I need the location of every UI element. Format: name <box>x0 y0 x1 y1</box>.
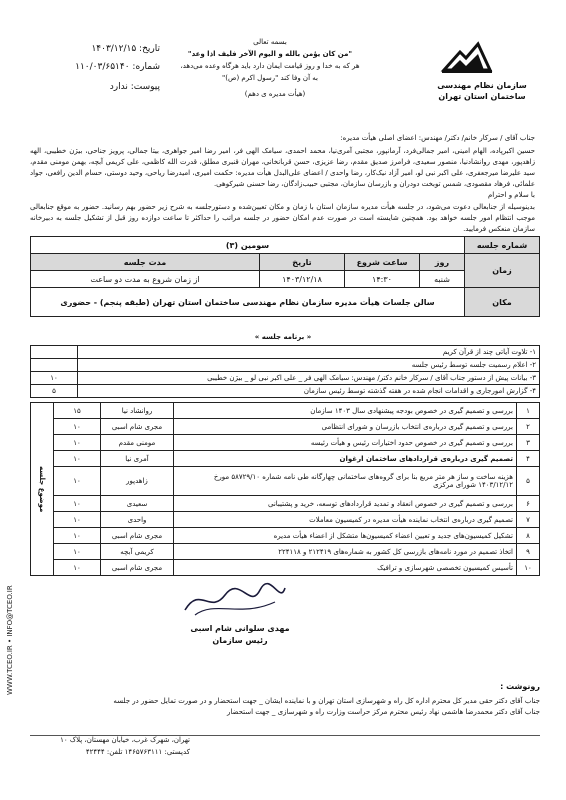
topic-number: ۶ <box>517 496 540 512</box>
topic-number: ۴ <box>517 451 540 467</box>
topics-table <box>30 402 540 576</box>
side-website-email: WWW.TCEO.IR • INFO@TCEO.IR <box>6 585 14 695</box>
topic-text: تأسیس کمیسیون تخصصی شهرسازی و ترافیک <box>174 560 517 576</box>
topic-number: ۸ <box>517 528 540 544</box>
signatory-name: مهدی سلوانی شام اسبی <box>190 624 290 633</box>
footer-address: تهران، شهرک غرب، خیابان مهستان، پلاک ۱۰ <box>60 736 190 744</box>
hadith-attribution: به آن وفا کند "رسول اکرم (ص)" <box>222 74 318 82</box>
topic-duration: ۱۰ <box>54 544 101 560</box>
topic-presenter: کریمی آبچه <box>101 544 174 560</box>
topic-number: ۱ <box>517 403 540 419</box>
topic-duration: ۱۰ <box>54 496 101 512</box>
topic-text: تشکیل کمیسیون‌های جدید و تعیین اعضاء کمیسیون‌ها متشکل از اعضاء هیأت مدیره <box>174 528 517 544</box>
topic-text: بررسی و تصمیم گیری در خصوص بودجه پیشنهادی سال ۱۴۰۳ سازمان <box>174 403 517 419</box>
session-info-table <box>30 236 540 317</box>
opening-duration: ۵ <box>31 385 78 398</box>
topic-presenter: روانشاد نیا <box>101 403 174 419</box>
footer-postal: کدپستی: ۱۴۶۵۷۶۳۱۱۱ تلفن: ۴۲۴۴۴ <box>85 748 190 756</box>
cc-title: رونوشت : <box>500 682 540 691</box>
topic-number: ۹ <box>517 544 540 560</box>
topic-row <box>31 528 540 544</box>
topic-text: بررسی و تصمیم گیری در خصوص حدود اختیارات رئیس و هیأت رئیسه <box>174 435 517 451</box>
topic-row <box>31 467 540 496</box>
duration-label: مدت جلسه <box>31 254 260 271</box>
topic-duration: ۱۰ <box>54 528 101 544</box>
day-label: روز <box>420 254 465 271</box>
hadith-quote: "من كان يؤمن بالله و اليوم الآخر فليف اذا وعد" <box>187 50 353 58</box>
topic-text: بررسی و تصمیم گیری درباره‌ی انتخاب بازرسان و شورای انتظامی <box>174 419 517 435</box>
members-list: حسین اکبرپاده، الهام امینی، امیر جمالی‌فرد، آرمانپور، مجتبی آمری‌نیا، محمد احمدی، سیامک الهی فر، امیر رضا امیر جواهری، بیتا جمالی، پرویز جناحی، بیژن خطیبی، الهه زاهدپور، مهدی روانشادنیا، منصور سعیدی، فرامرز صدیق مقدم، رضا عزیزی، حسن قربانخانی، مهران قنبری مطلق، قدرت الله کاظمی، علی کریمی آبچه، بهمن مومنی مقدم، سید علیرضا میرجعفری، علی اکبر نبی لو، امیر آزاد نیک‌کار، رضا واحدی / اعضای علی‌البدل هیأت مدیره: حکمت امیری، امیدرضا ریاحی، وحید دوستی، حسام الدین رافعی، جواد علمائی، فرهاد مقصودی، شمس توبخت دودران و بازرسان سازمان، مجتبی حبیب‌زادگان، رضا حسنی شیرکوهی. <box>30 147 535 188</box>
topic-number: ۱۰ <box>517 560 540 576</box>
topic-presenter: زاهدپور <box>101 467 174 496</box>
agenda-title: « برنامه جلسه » <box>254 333 312 341</box>
topic-row <box>31 512 540 528</box>
opening-duration <box>31 346 78 359</box>
topic-text: تصمیم گیری درباره‌ی قراردادهای ساختمان ارغوان <box>174 451 517 467</box>
letter-attachment: پیوست: ندارد <box>109 82 160 92</box>
topic-row <box>31 419 540 435</box>
invitation-paragraph: بدینوسیله از جنابعالی دعوت می‌شود، در جلسه هیأت مدیره سازمان استان با زمان و مکان تعیین‌شده و دستورجلسه به شرح زیر حضور بهم رسانید. حضور به موقع جنابعالی موجب انتظام امور جلسه خواهد بود. همچنین شایسته است در صورت عدم امکان حضور در جلسه مراتب را حداکثر تا ساعت دوازده روز قبل از تشکیل جلسه به دبیرخانه سازمان منعکس فرمایید. <box>30 203 535 233</box>
handwritten-signature <box>180 580 290 620</box>
date-value: ۱۴۰۳/۱۲/۱۸ <box>260 271 345 288</box>
opening-row <box>31 372 540 385</box>
opening-text: ۳- بیانات پیش از دستور جناب آقای / سرکار خانم دکتر/ مهندس: سیامک الهی فر _ علی اکبر نبی لو _ بیژن خطیبی <box>78 372 540 385</box>
greeting: با سلام و احترام <box>487 191 535 199</box>
session-number-label: شماره جلسه <box>465 237 540 254</box>
topic-duration: ۱۰ <box>54 419 101 435</box>
topic-number: ۳ <box>517 435 540 451</box>
topic-duration: ۱۰ <box>54 467 101 496</box>
topic-duration: ۱۰ <box>54 435 101 451</box>
topic-duration: ۱۵ <box>54 403 101 419</box>
topic-number: ۵ <box>517 467 540 496</box>
topic-row <box>31 496 540 512</box>
topic-presenter: مجری شام اسبی <box>101 560 174 576</box>
session-time-label: زمان <box>465 254 540 288</box>
topic-number: ۷ <box>517 512 540 528</box>
opening-duration <box>31 359 78 372</box>
topics-side-label: موضوع جلسه <box>31 403 54 576</box>
topic-presenter: مجری شام اسبی <box>101 419 174 435</box>
opening-row <box>31 359 540 372</box>
topic-row <box>31 403 540 419</box>
topic-text: هزینه ساخت و ساز هر متر مربع بنا برای گروه‌های ساختمانی چهارگانه طی نامه شماره ۵۸۷۲۹/۱۰ مورخ ۱۴۰۳/۱۲/۱۲ شورای مرکزی <box>174 467 517 496</box>
topic-row <box>31 544 540 560</box>
day-value: شنبه <box>420 271 465 288</box>
duration-value: از زمان شروع به مدت دو ساعت <box>31 271 260 288</box>
start-label: ساعت شروع <box>345 254 420 271</box>
organization-name: سازمان نظام مهندسی ساختمان استان تهران <box>437 81 527 101</box>
date-label: تاریخ <box>260 254 345 271</box>
organization-logo <box>436 30 496 78</box>
topic-duration: ۱۰ <box>54 451 101 467</box>
start-value: ۱۴:۳۰ <box>345 271 420 288</box>
topic-text: بررسی و تصمیم گیری در خصوص انعقاد و تمدید قراردادهای توسعه، خرید و پشتیبانی <box>174 496 517 512</box>
topic-number: ۲ <box>517 419 540 435</box>
topic-presenter: مجری شام اسبی <box>101 528 174 544</box>
signatory-role: رئیس سازمان <box>212 636 268 645</box>
opening-row <box>31 346 540 359</box>
topic-row <box>31 435 540 451</box>
hadith-translation: هر كه به خدا و روز قيامت ايمان دارد بايد هرگاه وعده می‌دهد، <box>180 62 360 70</box>
board-label: (هیأت مدیره ی دهم) <box>244 90 306 98</box>
opening-row <box>31 385 540 398</box>
topic-presenter: سعیدی <box>101 496 174 512</box>
cc-line: جناب آقای دکتر حقی مدیر کل محترم اداره کل راه و شهرسازی استان تهران و با نماینده ایشان _ جهت استحضار و در صورت تمایل حضور در جلسه <box>113 697 540 705</box>
topic-text: اتخاذ تصمیم در مورد نامه‌های بازرسی کل کشور به شماره‌های ۲۱۲۴۱۹ و ۲۲۴۱۱۸ <box>174 544 517 560</box>
topic-duration: ۱۰ <box>54 560 101 576</box>
topic-presenter: مومنی مقدم <box>101 435 174 451</box>
addressee-line: جناب آقای / سرکار خانم/ دکتر/ مهندس: اعضای اصلی هیأت مدیره: <box>340 134 535 142</box>
topic-row <box>31 451 540 467</box>
opening-text: ۴- گزارش امورجاری و اقدامات انجام شده در هفته گذشته توسط رئیس سازمان <box>78 385 540 398</box>
cc-line: جناب آقای دکتر محمدرضا هاشمی نهاد رئیس محترم مرکز حراست وزارت راه و شهرسازی _ جهت استحضار <box>227 708 540 716</box>
bismillah: بسمه تعالی <box>253 38 287 46</box>
letter-number: شماره: ۱۱۰/۰۳/۶۵۱۴۰ <box>75 62 160 72</box>
topic-presenter: واحدی <box>101 512 174 528</box>
opening-duration: ۱۰ <box>31 372 78 385</box>
opening-items-table <box>30 345 540 398</box>
place-value: سالن جلسات هیأت مدیره سازمان نظام مهندسی ساختمان استان تهران (طبقه پنجم) - حضوری <box>31 288 465 317</box>
topic-presenter: آمری نیا <box>101 451 174 467</box>
session-number-value: سومین (۳) <box>31 237 465 254</box>
topic-duration: ۱۰ <box>54 512 101 528</box>
topic-row <box>31 560 540 576</box>
topic-text: تصمیم گیری درباره‌ی انتخاب نماینده هیأت مدیره در کمیسیون معاملات <box>174 512 517 528</box>
place-label: مکان <box>465 288 540 317</box>
opening-text: ۲- اعلام رسمیت جلسه توسط رئیس جلسه <box>78 359 540 372</box>
letter-date: تاریخ: ۱۴۰۳/۱۲/۱۵ <box>91 44 160 54</box>
opening-text: ۱- تلاوت آیاتی چند از قرآن کریم <box>78 346 540 359</box>
